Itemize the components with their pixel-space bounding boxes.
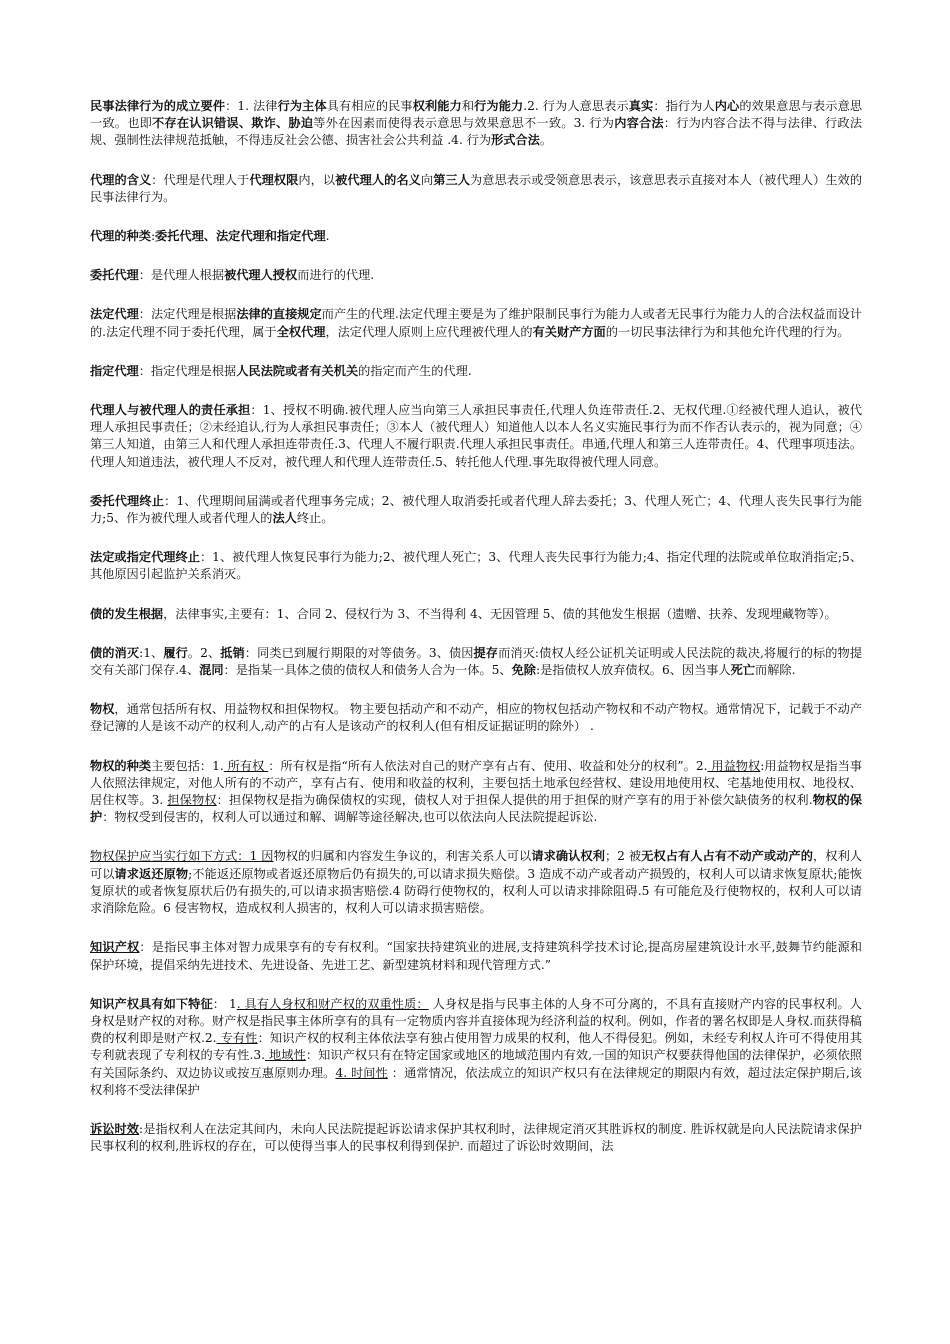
text-run: 人身权是指与民事主体的人身不可分离的，不具有直接财产内容的民事权利。人身权是财产权的对称。财产权是指民事主体所享有的具有一定物质内容并直接体现为经济利益的权利。例如，作者的署名权即是人身权.而获得稿费的权利即是财产权.2. bbox=[90, 996, 862, 1046]
bold-term: 履行 bbox=[163, 645, 188, 660]
bold-term: 内容合法 bbox=[614, 116, 664, 131]
text-run: .2. 行为人意思表示 bbox=[523, 99, 629, 113]
underlined-bold-term: 诉讼时效 bbox=[90, 1121, 140, 1136]
text-run: . bbox=[325, 229, 330, 244]
text-run: ：知识产权只有在特定国家或地区的地域范围内有效,一国的知识产权要获得他国的法律保护，必须依照有关国际条约、双边协议或按互惠原则办理。 bbox=[90, 1048, 862, 1080]
bold-term: 提存 bbox=[473, 645, 499, 660]
bold-term: 行为主体 bbox=[277, 99, 327, 113]
paragraph-real-rights-protection bbox=[90, 848, 862, 917]
text-run: ：指定代理是根据 bbox=[138, 363, 237, 378]
paragraph-entrusted-agency-termination bbox=[90, 493, 862, 527]
bold-term: 债的消灭 bbox=[90, 645, 140, 660]
paragraph-statutory-agency bbox=[90, 306, 862, 340]
text-run: 而产生的代理.法定代理主要是为了维护限制民事行为能力人或者无民事行为能力人的合法权益而设计的.法定代理不同于委托代理，属于 bbox=[90, 307, 863, 339]
paragraph-intellectual-property bbox=[90, 939, 862, 973]
bold-term: 死亡 bbox=[730, 663, 756, 678]
text-run: 内，以 bbox=[298, 172, 336, 187]
bold-term: 物权的保护 bbox=[90, 793, 862, 825]
bold-term: 被代理人授权 bbox=[224, 268, 298, 283]
underlined-term: 专有性 bbox=[216, 1031, 258, 1046]
text-run: 的效果意思与表示意思一致。也即 bbox=[90, 99, 863, 131]
text-run: 。2、 bbox=[187, 645, 221, 660]
text-run: ：行为内容合法不得与法律、行政法规、强制性法律规范抵触，不得违反社会公德、损害社会公共利益 .4. 行为 bbox=[90, 116, 863, 148]
text-run: 主要包括：1. bbox=[151, 758, 224, 773]
bold-term: 委托代理终止 bbox=[90, 493, 165, 508]
bold-term: 权利能力 bbox=[412, 99, 462, 113]
paragraph-limitation-of-action bbox=[90, 1121, 862, 1155]
text-run: ：是指民事主体对智力成果享有的专有权利。“国家扶持建筑业的进展,支持建筑科学技术讨论,提高房屋建筑设计水平,鼓舞节约能源和保护环境，提倡采纳先进技术、先进设备、先进工艺、新型建筑材料和现代管理方式.” bbox=[90, 940, 862, 972]
paragraph-civil-juristic-act-requirements bbox=[90, 98, 862, 150]
bold-term: 内心 bbox=[714, 99, 740, 113]
bold-term: 委托代理、法定代理和指定代理 bbox=[155, 229, 326, 244]
bold-term: 真实 bbox=[628, 99, 654, 113]
bold-term: 请求确认权利 bbox=[531, 849, 605, 864]
underlined-term: 地域性 bbox=[265, 1048, 306, 1063]
text-run: ：法定代理是根据 bbox=[138, 307, 237, 322]
bold-term: 被代理人的名义 bbox=[335, 172, 421, 187]
bold-term: 免除 bbox=[511, 663, 536, 678]
underlined-term: 担保物权 bbox=[167, 793, 217, 808]
paragraph-agency-types bbox=[90, 228, 862, 245]
bold-term: 行为能力 bbox=[474, 99, 524, 113]
text-run: 具有相应的民事 bbox=[326, 99, 413, 113]
bold-term: 代理的种类 bbox=[90, 229, 151, 244]
text-run: :是指债权人放弃债权。6、因当事人 bbox=[535, 663, 731, 678]
bold-term: 有关财产方面 bbox=[532, 324, 606, 339]
text-run: 而消灭:债权人经公证机关证明或人民法院的裁决,将履行的标的物提交有关部门保存.4、 bbox=[90, 645, 863, 678]
text-run: ：指行为人 bbox=[653, 99, 715, 113]
text-run: :用益物权是指当事人依照法律规定，对他人所有的不动产，享有占有、使用和收益的权利，主要包括土地承包经营权、建设用地使用权、宅基地使用权、地役权、居住权等。3. bbox=[90, 758, 863, 808]
bold-term: 混同 bbox=[199, 663, 224, 678]
bold-term: 代理人与被代理人的责任承担 bbox=[90, 403, 251, 418]
bold-term: 形式合法 bbox=[491, 133, 540, 148]
underlined-bold-term: 知识产权 bbox=[90, 940, 140, 955]
text-run: ：是代理人根据 bbox=[138, 268, 225, 283]
underlined-term: 所有权 bbox=[223, 758, 269, 773]
text-run: :1、 bbox=[139, 645, 164, 660]
text-run: 而进行的代理. bbox=[297, 268, 375, 283]
text-run: ，通常包括所有权、用益物权和担保物权。 物主要包括动产和不动产，相应的物权包括动产物权和不动产物权。通常情况下，记载于不动产登记簿的人是该不动产的权利人,动产的占有人是该动产的权利人(但有相反证据证明的除外） . bbox=[90, 702, 863, 734]
paragraph-real-rights-types bbox=[90, 758, 862, 827]
bold-term: 代理的含义 bbox=[90, 172, 152, 187]
underlined-term: 用益物权 bbox=[707, 758, 761, 773]
paragraph-agency-definition bbox=[90, 172, 862, 206]
text-run: :是指权利人在法定其间内，未向人民法院提起诉讼请求保护其权利时，法律规定消灭其胜诉权的制度. 胜诉权就是向人民法院请求保护民事权利的权利,胜诉权的存在，可以使得当事人的民事权利得到保护. 而超过了诉讼时效期间，法 bbox=[90, 1121, 863, 1154]
bold-term: 物权的种类 bbox=[90, 758, 152, 773]
bold-term: 民事法律行为的成立要件 bbox=[90, 99, 226, 113]
paragraph-entrusted-agency bbox=[90, 267, 862, 284]
bold-term: 物权 bbox=[90, 702, 115, 717]
text-run: ：是指某一具体之债的债权人和债务人合为一体。5、 bbox=[223, 663, 512, 678]
underlined-term: . 具有人身权和财产权的双重性质： bbox=[236, 996, 429, 1011]
text-run: 终止。 bbox=[296, 511, 334, 526]
text-run: 物权的归属和内容发生争议的，利害关系人可以 bbox=[273, 849, 532, 864]
paragraph-designated-agency bbox=[90, 363, 862, 380]
text-run: ：物权受到侵害的，权利人可以通过和解、调解等途径解决,也可以依法向人民法院提起诉讼. bbox=[102, 810, 598, 825]
text-run: ，法定代理人原则上应代理被代理人的 bbox=[325, 324, 533, 339]
text-run: ：1. 法律 bbox=[225, 99, 278, 113]
paragraph-debt-extinction bbox=[90, 645, 862, 679]
bold-term: 法人 bbox=[272, 511, 297, 526]
text-run: ：1、授权不明确.被代理人应当向第三人承担民事责任,代理人负连带责任.2、无权代理.①经被代理人追认，被代理人承担民事责任；②未经追认,行为人承担民事责任；③本人（被代理人）知道他人以本人名义实施民事行为而不作否认表示的，视为同意；④第三人知道，由第三人和代理人承担连带责任.3、代理人不履行职责.代理人承担民事责任。串通,代理人和第三人连带责任。4、代理事项违法。代理人知道违法，被代理人不反对，被代理人和代理人连带责任.5、转托他人代理.事先取得被代理人同意。 bbox=[90, 403, 862, 469]
text-run: 为意思表示或受领意思表示，该意思表示直接对本人（被代理人）生效的民事法律行为。 bbox=[90, 172, 863, 204]
text-run: ：担保物权是指为确保债权的实现，债权人对于担保人提供的用于担保的财产享有的用于补偿欠缺债务的权利. bbox=[216, 793, 813, 808]
text-run: 等外在因素而使得表示意思与效果意思不一致。3. 行为 bbox=[313, 116, 615, 131]
text-run: ：代理是代理人于 bbox=[151, 172, 250, 187]
bold-term: 抵销 bbox=[220, 645, 245, 660]
text-run: ： 1 bbox=[212, 996, 237, 1011]
text-run: ：所有权是指“所有人依法对自己的财产享有占有、使用、收益和处分的权利”。2. bbox=[268, 758, 708, 773]
bold-term: 知识产权具有如下特征 bbox=[90, 996, 213, 1011]
text-run: ：知识产权的权利主体依法享有独占使用智力成果的权利，他人不得侵犯。例如，未经专利权人许可不得使用其专利就表现了专利权的专有性.3. bbox=[90, 1031, 862, 1063]
paragraph-ip-features bbox=[90, 996, 862, 1099]
underlined-term: 物权保护应当实行如下方式：1 因 bbox=[90, 849, 274, 864]
bold-term: 委托代理 bbox=[90, 268, 139, 283]
text-run: 。 bbox=[539, 133, 552, 148]
paragraph-agency-liability bbox=[90, 402, 862, 471]
text-run: ;不能返还原物或者返还原物后仍有损失的,可以请求损失赔偿。3 造成不动产或者动产损毁的，权利人可以请求恢复原状;能恢复原状的或者恢复原状后仍有损失的,可以请求损害赔偿.4 防碍行使物权的，权利人可以请求排除阻碍.5 有可能危及行使物权的，权利人可以请求消除危险。6 侵害物权，造成权利人损害的，权利人可以请求损害赔偿。 bbox=[90, 866, 863, 916]
paragraph-real-rights bbox=[90, 701, 862, 735]
text-run: ：同类已到履行期限的对等债务。3、债因 bbox=[244, 645, 474, 660]
bold-term: 债的发生根据 bbox=[90, 606, 164, 621]
bold-term: 人民法院或者有关机关 bbox=[236, 363, 359, 378]
bold-term: 指定代理 bbox=[90, 363, 139, 378]
text-run: 和 bbox=[461, 99, 475, 113]
bold-term: 不存在认识错误、欺诈、胁迫 bbox=[152, 116, 314, 131]
paragraph-statutory-agency-termination bbox=[90, 549, 862, 583]
text-run: 的指定而产生的代理. bbox=[358, 363, 472, 378]
text-run: ：1、代理期间届满或者代理事务完成；2、被代理人取消委托或者代理人辞去委托；3、代理人死亡；4、代理人丧失民事行为能力;5、作为被代理人或者代理人的 bbox=[90, 493, 863, 526]
text-run: ：1、被代理人恢复民事行为能力;2、被代理人死亡；3、代理人丧失民事行为能力;4、指定代理的法院或单位取消指定;5、其他原因引起监护关系消灭。 bbox=[90, 550, 863, 582]
text-run: ，法律事实,主要有：1、合同 2、侵权行为 3、不当得利 4、无因管理 5、债的其他发生根据（遗赠、扶养、发现埋藏物等）。 bbox=[163, 606, 837, 621]
bold-term: 法定代理 bbox=[90, 307, 139, 322]
text-run: ；2 被 bbox=[604, 849, 642, 864]
bold-term: 法律的直接规定 bbox=[236, 307, 322, 322]
bold-term: 法定或指定代理终止 bbox=[90, 550, 200, 565]
text-run: 而解除. bbox=[755, 663, 796, 678]
bold-term: 全权代理 bbox=[276, 324, 326, 339]
text-run: : bbox=[150, 229, 156, 244]
underlined-term: 4. 时间性 bbox=[335, 1065, 388, 1080]
paragraph-debt-origin bbox=[90, 606, 862, 623]
bold-term: 代理权限 bbox=[249, 172, 299, 187]
text-run: ，权利人可以 bbox=[90, 849, 863, 881]
text-run: 向 bbox=[420, 172, 434, 187]
bold-term: 无权占有人占有不动产或动产的 bbox=[641, 849, 814, 864]
bold-term: 请求返还原物 bbox=[114, 866, 189, 881]
bold-term: 第三人 bbox=[433, 172, 470, 187]
text-run: 的一切民事法律行为和其他允许代理的行为。 bbox=[605, 324, 850, 339]
text-run: ：通常情况，依法成立的知识产权只有在法律规定的期限内有效，超过法定保护期后,该权利将不受法律保护 bbox=[90, 1065, 862, 1097]
